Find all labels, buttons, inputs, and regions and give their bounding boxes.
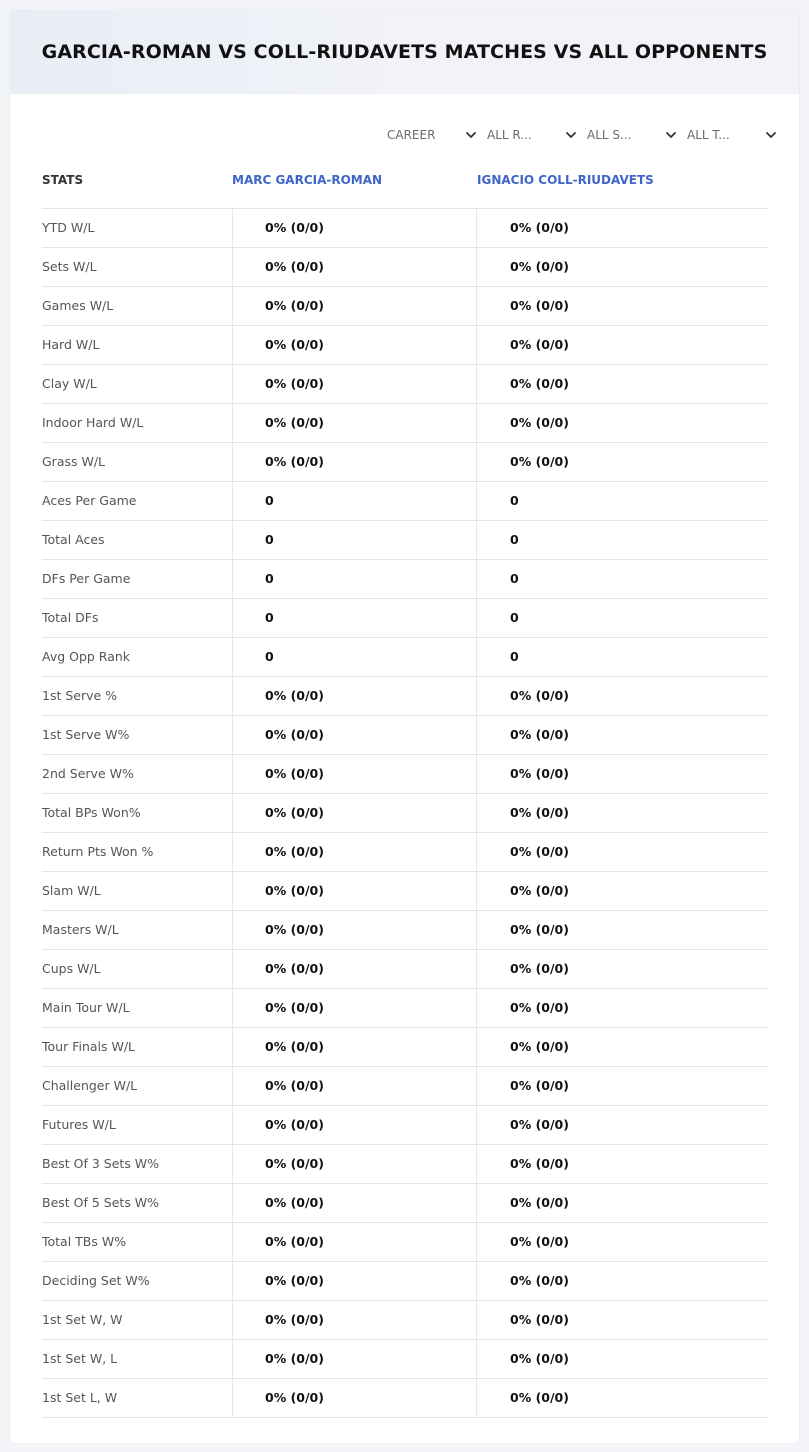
table-row [42, 248, 767, 287]
table-row [42, 482, 767, 521]
player1-value: 0% (0/0) [232, 794, 476, 832]
table-body [42, 209, 767, 1418]
player2-value: 0% (0/0) [476, 1262, 767, 1300]
stat-label: Avg Opp Rank [42, 649, 131, 664]
player1-value: 0% (0/0) [232, 950, 476, 988]
table-row [42, 638, 767, 677]
player1-value: 0% (0/0) [232, 287, 476, 325]
stat-label: Hard W/L [42, 337, 100, 352]
table-row [42, 1301, 767, 1340]
stat-label: Masters W/L [42, 922, 119, 937]
player2-link[interactable]: IGNACIO COLL-RIUDAVETS [477, 173, 654, 187]
column-header-stats: STATS [42, 173, 84, 187]
player1-value: 0% (0/0) [232, 248, 476, 286]
period-select[interactable] [387, 126, 477, 146]
stat-label: Grass W/L [42, 454, 106, 469]
player2-value: 0% (0/0) [476, 1106, 767, 1144]
table-row [42, 950, 767, 989]
player1-link[interactable]: MARC GARCIA-ROMAN [232, 173, 383, 187]
page-title: GARCIA-ROMAN VS COLL-RIUDAVETS MATCHES VS ALL OPPONENTS [41, 41, 768, 63]
player1-value: 0% (0/0) [232, 1223, 476, 1261]
table-row [42, 287, 767, 326]
player1-value: 0% (0/0) [232, 677, 476, 715]
stat-label: Indoor Hard W/L [42, 415, 144, 430]
player2-value: 0% (0/0) [476, 950, 767, 988]
player2-value: 0 [476, 560, 767, 598]
player2-value: 0% (0/0) [476, 1301, 767, 1339]
stat-label: DFs Per Game [42, 571, 131, 586]
player1-value: 0% (0/0) [232, 755, 476, 793]
player1-value: 0 [232, 560, 476, 598]
player1-value: 0 [232, 599, 476, 637]
table-row [42, 1223, 767, 1262]
table-row [42, 521, 767, 560]
surface-select-value: ALL S... [587, 128, 632, 142]
player1-value: 0 [232, 482, 476, 520]
player2-value: 0% (0/0) [476, 677, 767, 715]
table-row [42, 794, 767, 833]
chevron-down-icon [765, 129, 777, 141]
player1-value: 0% (0/0) [232, 1067, 476, 1105]
player1-value: 0 [232, 638, 476, 676]
player2-value: 0% (0/0) [476, 833, 767, 871]
player2-value: 0 [476, 482, 767, 520]
player1-value: 0% (0/0) [232, 365, 476, 403]
table-row [42, 599, 767, 638]
table-row [42, 1340, 767, 1379]
stat-label: Total TBs W% [42, 1234, 127, 1249]
table-row [42, 716, 767, 755]
table-row [42, 560, 767, 599]
round-select-value: ALL R... [487, 128, 532, 142]
stat-label: Futures W/L [42, 1117, 116, 1132]
player1-value: 0% (0/0) [232, 1106, 476, 1144]
tournament-select-value: ALL T... [687, 128, 730, 142]
stats-card [10, 10, 799, 1443]
player2-value: 0% (0/0) [476, 443, 767, 481]
stat-label: Total Aces [42, 532, 105, 547]
filter-bar [377, 126, 777, 146]
table-row [42, 365, 767, 404]
player1-value: 0% (0/0) [232, 989, 476, 1027]
player2-value: 0% (0/0) [476, 872, 767, 910]
stat-label: 1st Set L, W [42, 1390, 118, 1405]
chevron-down-icon [465, 129, 477, 141]
period-select-value: CAREER [387, 128, 436, 142]
stat-label: 1st Set W, W [42, 1312, 123, 1327]
stats-table [42, 170, 767, 1418]
player1-value: 0% (0/0) [232, 404, 476, 442]
player2-value: 0% (0/0) [476, 287, 767, 325]
player1-value: 0% (0/0) [232, 1340, 476, 1378]
table-row [42, 989, 767, 1028]
table-row [42, 1379, 767, 1418]
stat-label: Deciding Set W% [42, 1273, 150, 1288]
stat-label: YTD W/L [42, 220, 95, 235]
player1-value: 0% (0/0) [232, 1145, 476, 1183]
player2-value: 0% (0/0) [476, 911, 767, 949]
table-row [42, 1067, 767, 1106]
table-row [42, 1262, 767, 1301]
table-row [42, 1028, 767, 1067]
player2-value: 0% (0/0) [476, 209, 767, 247]
player2-value: 0% (0/0) [476, 1379, 767, 1417]
player2-value: 0% (0/0) [476, 404, 767, 442]
page-header [10, 10, 799, 94]
table-row [42, 443, 767, 482]
player1-value: 0% (0/0) [232, 911, 476, 949]
table-row [42, 677, 767, 716]
stat-label: Total DFs [42, 610, 99, 625]
tournament-select[interactable] [687, 126, 777, 146]
table-row [42, 1145, 767, 1184]
player1-value: 0% (0/0) [232, 716, 476, 754]
table-header [42, 170, 767, 209]
player1-value: 0% (0/0) [232, 1379, 476, 1417]
player2-value: 0% (0/0) [476, 248, 767, 286]
player1-value: 0% (0/0) [232, 833, 476, 871]
table-row [42, 209, 767, 248]
table-row [42, 872, 767, 911]
player2-value: 0% (0/0) [476, 365, 767, 403]
player1-value: 0% (0/0) [232, 1262, 476, 1300]
stat-label: Main Tour W/L [42, 1000, 130, 1015]
player2-value: 0% (0/0) [476, 716, 767, 754]
player2-value: 0 [476, 521, 767, 559]
chevron-down-icon [565, 129, 577, 141]
player2-value: 0 [476, 599, 767, 637]
stat-label: 1st Set W, L [42, 1351, 118, 1366]
player2-value: 0% (0/0) [476, 989, 767, 1027]
player1-value: 0% (0/0) [232, 443, 476, 481]
stat-label: 2nd Serve W% [42, 766, 134, 781]
player1-value: 0% (0/0) [232, 209, 476, 247]
stat-label: 1st Serve % [42, 688, 118, 703]
table-row [42, 1184, 767, 1223]
stat-label: Best Of 3 Sets W% [42, 1156, 160, 1171]
stat-label: Games W/L [42, 298, 114, 313]
player1-value: 0% (0/0) [232, 1184, 476, 1222]
player2-value: 0% (0/0) [476, 1340, 767, 1378]
player2-value: 0% (0/0) [476, 1067, 767, 1105]
player1-value: 0% (0/0) [232, 872, 476, 910]
player2-value: 0 [476, 638, 767, 676]
stat-label: 1st Serve W% [42, 727, 130, 742]
player2-value: 0% (0/0) [476, 326, 767, 364]
player1-value: 0 [232, 521, 476, 559]
player1-value: 0% (0/0) [232, 1028, 476, 1066]
stat-label: Tour Finals W/L [42, 1039, 136, 1054]
stat-label: Best Of 5 Sets W% [42, 1195, 160, 1210]
table-row [42, 833, 767, 872]
table-row [42, 404, 767, 443]
stat-label: Slam W/L [42, 883, 101, 898]
surface-select[interactable] [587, 126, 677, 146]
stat-label: Cups W/L [42, 961, 101, 976]
player2-value: 0% (0/0) [476, 1145, 767, 1183]
table-row [42, 1106, 767, 1145]
stat-label: Clay W/L [42, 376, 97, 391]
stat-label: Sets W/L [42, 259, 97, 274]
player2-value: 0% (0/0) [476, 1028, 767, 1066]
chevron-down-icon [665, 129, 677, 141]
stat-label: Aces Per Game [42, 493, 137, 508]
table-row [42, 911, 767, 950]
stat-label: Total BPs Won% [42, 805, 141, 820]
player1-value: 0% (0/0) [232, 326, 476, 364]
player2-value: 0% (0/0) [476, 755, 767, 793]
player2-value: 0% (0/0) [476, 1184, 767, 1222]
player2-value: 0% (0/0) [476, 1223, 767, 1261]
stat-label: Return Pts Won % [42, 844, 154, 859]
table-row [42, 755, 767, 794]
stat-label: Challenger W/L [42, 1078, 138, 1093]
player1-value: 0% (0/0) [232, 1301, 476, 1339]
round-select[interactable] [487, 126, 577, 146]
player2-value: 0% (0/0) [476, 794, 767, 832]
table-row [42, 326, 767, 365]
